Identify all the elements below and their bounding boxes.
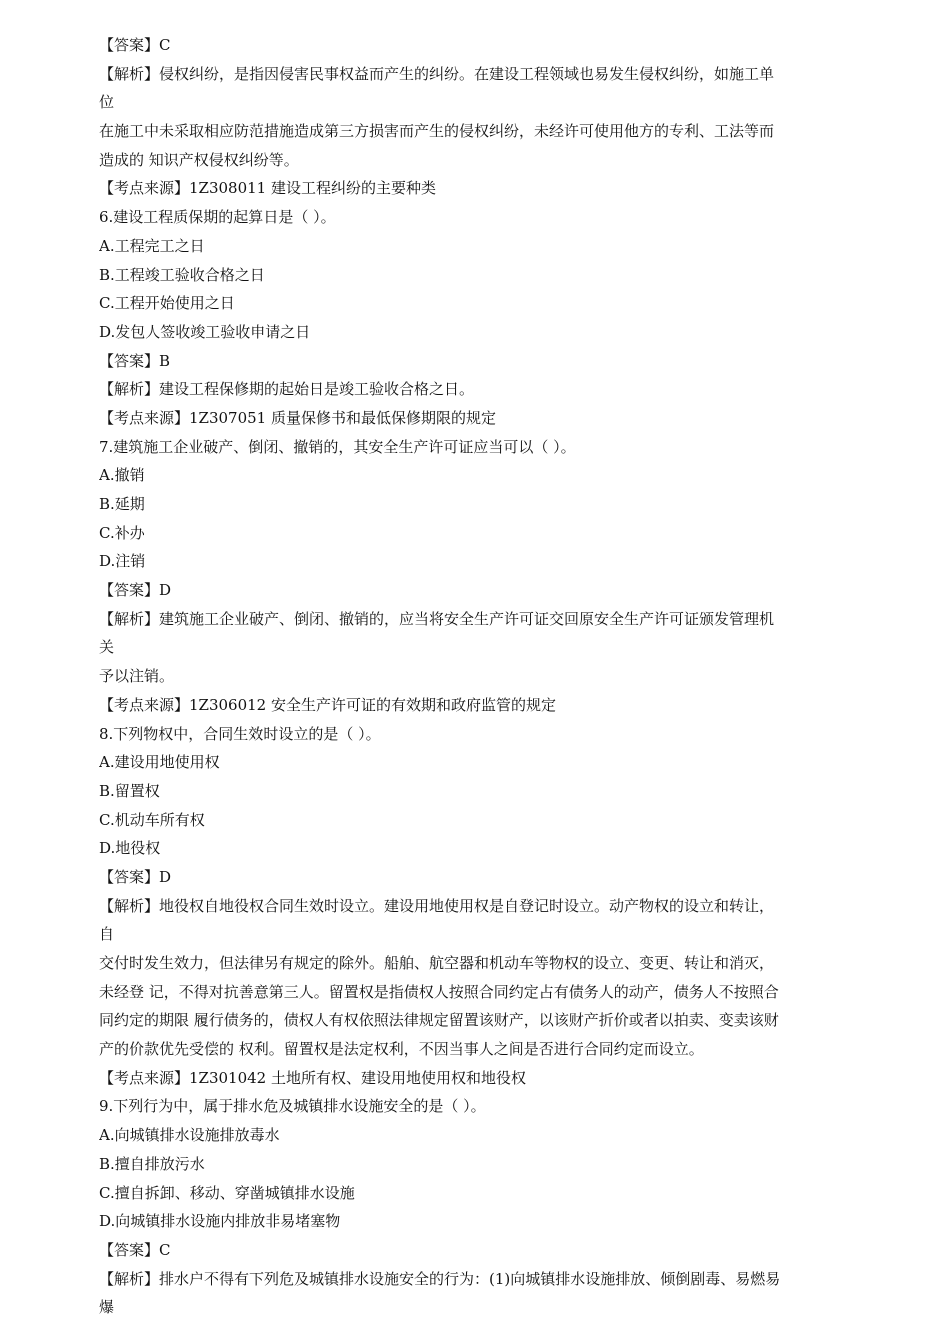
answer-line: 【答案】C bbox=[99, 1240, 171, 1259]
text-line: 关 bbox=[99, 638, 115, 657]
question-9: 9.下列行为中，属于排水危及城镇排水设施安全的是（ ）。 bbox=[99, 1097, 486, 1116]
text-line: 在施工中未采取相应防范措施造成第三方损害而产生的侵权纠纷，未经许可使用他方的专利、工法等而 bbox=[99, 122, 775, 141]
source-line: 【考点来源】1Z306012 安全生产许可证的有效期和政府监管的规定 bbox=[99, 695, 556, 714]
text-line: 自 bbox=[99, 925, 115, 944]
option-a: A.工程完工之日 bbox=[99, 236, 205, 255]
text-line: 交付时发生效力，但法律另有规定的除外。船舶、航空器和机动车等物权的设立、变更、转让和消灭， bbox=[99, 954, 775, 972]
option-b: B.擅自排放污水 bbox=[99, 1154, 205, 1173]
source-line: 【考点来源】1Z308011 建设工程纠纷的主要种类 bbox=[99, 179, 436, 198]
text-line: 爆 bbox=[99, 1298, 115, 1317]
option-c: C.补办 bbox=[99, 523, 145, 542]
source-line: 【考点来源】1Z301042 土地所有权、建设用地使用权和地役权 bbox=[99, 1068, 526, 1087]
option-c: C.机动车所有权 bbox=[99, 810, 205, 829]
option-a: A.建设用地使用权 bbox=[99, 753, 220, 772]
document-page bbox=[99, 31, 869, 1322]
explanation-line: 【解析】建设工程保修期的起始日是竣工验收合格之日。 bbox=[99, 380, 475, 399]
text-line: 未经登 记，不得对抗善意第三人。留置权是指债权人按照合同约定占有债务人的动产，债务人不按照合 bbox=[99, 982, 779, 1001]
option-b: B.工程竣工验收合格之日 bbox=[99, 265, 265, 284]
text-line: 产的价款优先受偿的 权利。留置权是法定权利，不因当事人之间是否进行合同约定而设立。 bbox=[99, 1040, 704, 1059]
text-line: 同约定的期限 履行债务的，债权人有权依照法律规定留置该财产，以该财产折价或者以拍卖、变卖该财 bbox=[99, 1011, 779, 1030]
text-line: 造成的 知识产权侵权纠纷等。 bbox=[99, 150, 299, 169]
option-a: A.撤销 bbox=[99, 466, 145, 485]
answer-line: 【答案】D bbox=[99, 867, 172, 886]
answer-line: 【答案】C bbox=[99, 36, 171, 54]
option-d: D.注销 bbox=[99, 552, 146, 571]
text-line: 位 bbox=[99, 93, 115, 112]
option-b: B.留置权 bbox=[99, 781, 160, 800]
text-line: 予以注销。 bbox=[99, 667, 175, 686]
option-d: D.向城镇排水设施内排放非易堵塞物 bbox=[99, 1212, 341, 1231]
option-d: D.地役权 bbox=[99, 839, 161, 858]
option-c: C.工程开始使用之日 bbox=[99, 294, 235, 313]
source-line: 【考点来源】1Z307051 质量保修书和最低保修期限的规定 bbox=[99, 408, 496, 427]
question-7: 7.建筑施工企业破产、倒闭、撤销的，其安全生产许可证应当可以（ ）。 bbox=[99, 437, 576, 456]
explanation-line: 【解析】地役权自地役权合同生效时设立。建设用地使用权是自登记时设立。动产物权的设立和转让， bbox=[99, 896, 775, 915]
question-6: 6.建设工程质保期的起算日是（ ）。 bbox=[99, 208, 336, 227]
explanation-line: 【解析】侵权纠纷，是指因侵害民事权益而产生的纠纷。在建设工程领域也易发生侵权纠纷，如施工单 bbox=[99, 64, 775, 83]
explanation-line: 【解析】排水户不得有下列危及城镇排水设施安全的行为：(1)向城镇排水设施排放、倾倒剧毒、易燃易 bbox=[99, 1269, 781, 1288]
option-c: C.擅自拆卸、移动、穿凿城镇排水设施 bbox=[99, 1183, 355, 1202]
option-b: B.延期 bbox=[99, 495, 145, 513]
question-8: 8.下列物权中，合同生效时设立的是（ ）。 bbox=[99, 724, 381, 743]
option-a: A.向城镇排水设施排放毒水 bbox=[99, 1126, 280, 1145]
answer-line: 【答案】D bbox=[99, 581, 172, 600]
option-d: D.发包人签收竣工验收申请之日 bbox=[99, 322, 311, 341]
explanation-line: 【解析】建筑施工企业破产、倒闭、撤销的，应当将安全生产许可证交回原安全生产许可证颁发管理机 bbox=[99, 609, 775, 628]
answer-line: 【答案】B bbox=[99, 351, 171, 370]
